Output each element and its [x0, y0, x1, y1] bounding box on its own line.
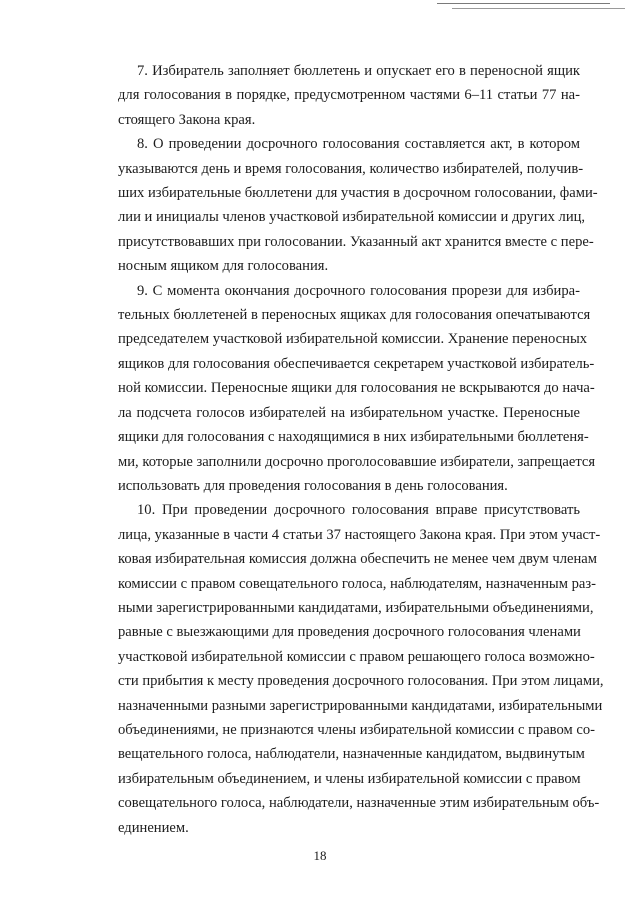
text-line: стоящего Закона края. [118, 111, 256, 128]
text-line: 9. С момента окончания досрочного голосования прорези для избира- [137, 282, 580, 299]
text-line: назначенными разными зарегистрированными кандидатами, избирательными [118, 697, 603, 714]
text-line: присутствовавших при голосовании. Указанный акт хранится вместе с пере- [118, 233, 594, 250]
text-line: носным ящиком для голосования. [118, 258, 329, 275]
text-line: избирательным объединением, и члены избирательной комиссии с правом [118, 770, 581, 787]
text-line: ящиков для голосования обеспечивается секретарем участковой избиратель- [118, 355, 595, 372]
text-line: объединениями, не признаются члены избирательной комиссии с правом со- [118, 721, 595, 738]
top-edge-rule [437, 3, 610, 4]
text-line: единением. [118, 819, 189, 836]
paragraph [118, 279, 596, 499]
text-line: использовать для проведения голосования в день голосования. [118, 477, 508, 494]
paragraph [118, 59, 580, 132]
text-line: комиссии с правом совещательного голоса, наблюдателям, назначенным раз- [118, 575, 596, 592]
text-line: 10. При проведении досрочного голосования вправе присутствовать [137, 502, 580, 519]
text-line: ла подсчета голосов избирателей на избирательном участке. Переносные [118, 404, 580, 421]
paragraph [118, 132, 598, 278]
text-line: ными зарегистрированными кандидатами, избирательными объединениями, [118, 599, 594, 616]
top-edge-rule-second [452, 8, 625, 9]
text-line: совещательного голоса, наблюдатели, назначенные этим избирательным объ- [118, 795, 600, 812]
text-line: указываются день и время голосования, количество избирателей, получив- [118, 160, 584, 177]
text-line: сти прибытия к месту проведения досрочного голосования. При этом лицами, [118, 673, 604, 690]
text-line: ящики для голосования с находящимися в них избирательными бюллетеня- [118, 429, 589, 446]
text-line: 7. Избиратель заполняет бюллетень и опускает его в переносной ящик [137, 63, 580, 79]
text-line: равные с выезжающими для проведения досрочного голосования членами [118, 624, 581, 641]
text-line: ковая избирательная комиссия должна обеспечить не менее чем двум членам [118, 551, 597, 568]
text-line: для голосования в порядке, предусмотренном частями 6–11 статьи 77 на- [118, 87, 580, 104]
text-line: лии и инициалы членов участковой избирательной комиссии и других лиц, [118, 209, 586, 226]
text-line: участковой избирательной комиссии с правом решающего голоса возможно- [118, 648, 595, 665]
text-line: председателем участковой избирательной комиссии. Хранение переносных [118, 331, 588, 348]
text-line: ми, которые заполнили досрочно проголосовавшие избиратели, запрещается [118, 453, 596, 470]
text-line: ших избирательные бюллетени для участия в досрочном голосовании, фами- [118, 185, 598, 202]
text-line: тельных бюллетеней в переносных ящиках для голосования опечатываются [118, 307, 591, 324]
document-body [118, 59, 604, 840]
text-line: ной комиссии. Переносные ящики для голосования не вскрываются до нача- [118, 380, 595, 397]
text-line: лица, указанные в части 4 статьи 37 настоящего Закона края. При этом участ- [118, 526, 601, 543]
paragraph [118, 498, 604, 840]
text-line: вещательного голоса, наблюдатели, назначенные кандидатом, выдвинутым [118, 746, 585, 763]
text-line: 8. О проведении досрочного голосования составляется акт, в котором [137, 136, 580, 153]
page-number: 18 [313, 848, 327, 863]
